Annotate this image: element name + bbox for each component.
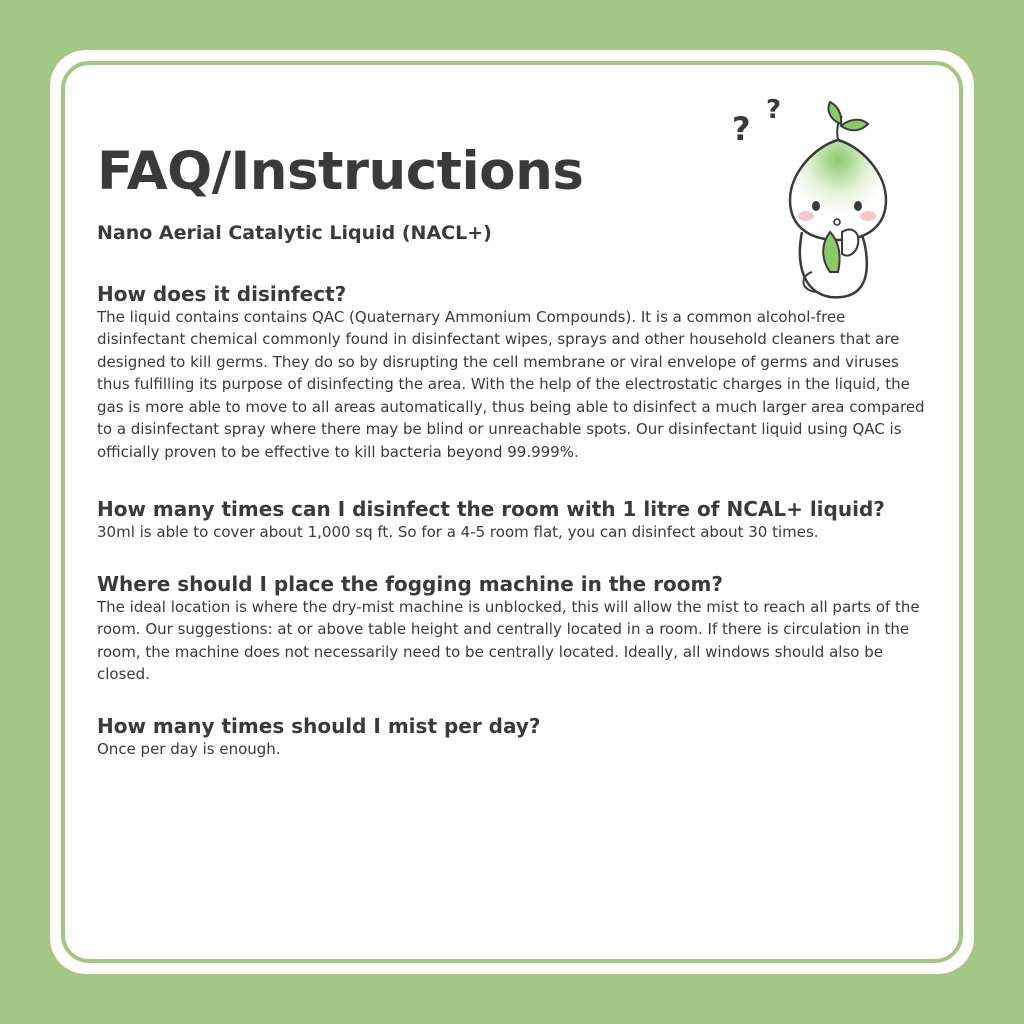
sprout-mascot-confused-icon: [720, 82, 900, 312]
page-title: FAQ/Instructions: [97, 141, 584, 202]
faq-answer: 30ml is able to cover about 1,000 sq ft. So for a 4-5 room flat, you can disinfect about 30 times.: [97, 523, 819, 542]
question-mark-icon: ?: [766, 95, 782, 125]
question-mark-icon: ?: [732, 110, 751, 148]
faq-answer: The liquid contains contains QAC (Quaternary Ammonium Compounds). It is a common alcohol-free disinfectant chemical commonly found in disinfectant wipes, sprays and other household cleaners that are designed to kill germs. They do so by disrupting the cell membrane or viral envelope of germs and viruses thus fulfilling its purpose of disinfecting the area. With the help of the electrostatic charges in the liquid, the gas is more able to move to all areas automatically, thus being able to disinfect a much larger area compared to a disinfectant spray where there may be blind or unreachable spots. Our disinfectant liquid using QAC is officially proven to be effective to kill bacteria beyond 99.999%.: [97, 307, 925, 461]
product-subtitle: Nano Aerial Catalytic Liquid (NACL+): [97, 221, 492, 244]
faq-question: Where should I place the fogging machine in the room?: [97, 571, 723, 596]
faq-answer: The ideal location is where the dry-mist machine is unblocked, this will allow the mist to reach all parts of the room. Our suggestions: at or above table height and centrally located in a room. If there is circulation in the room, the machine does not necessarily need to be centrally located. Ideally, all windows should also be closed.: [97, 597, 920, 684]
faq-question: How does it disinfect?: [97, 281, 347, 306]
faq-card: [50, 50, 974, 974]
faq-item-times-per-litre: [97, 497, 927, 544]
faq-answer: Once per day is enough.: [97, 739, 281, 758]
faq-item-mist-frequency: [97, 714, 927, 761]
faq-question: How many times should I mist per day?: [97, 713, 541, 738]
faq-question: How many times can I disinfect the room with 1 litre of NCAL+ liquid?: [97, 497, 885, 522]
faq-item-machine-placement: [97, 572, 927, 686]
